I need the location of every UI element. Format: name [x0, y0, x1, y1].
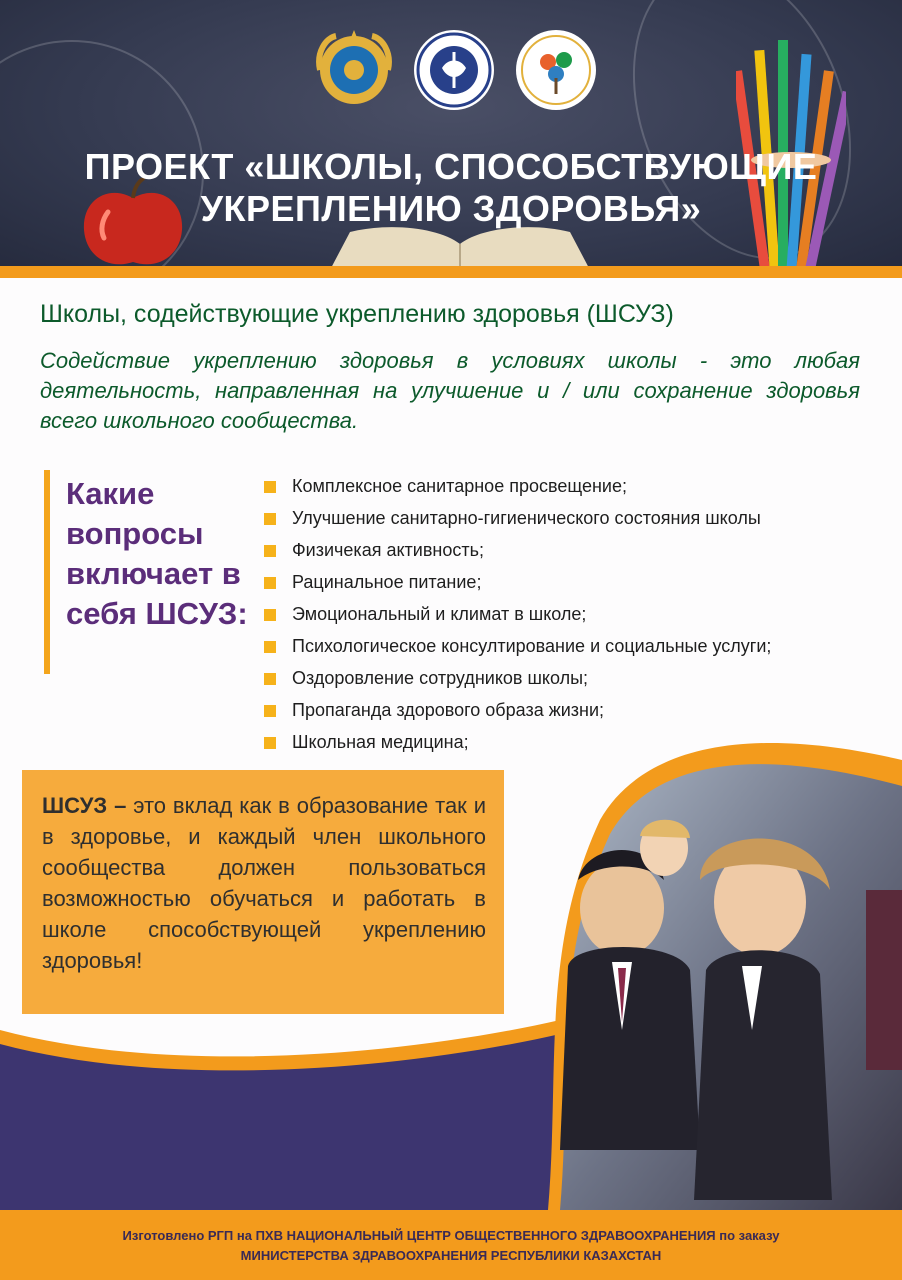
national-public-health-center-emblem-icon	[514, 28, 598, 112]
callout-lead: ШСУЗ –	[42, 793, 127, 818]
square-bullet-icon	[264, 481, 276, 493]
list-item: Психологическое консултирование и социальные услуги;	[264, 630, 894, 662]
header-orange-band	[0, 266, 902, 278]
callout-body: это вклад как в образование так и в здоровье, и каждый член школьного сообщества должен пользоваться возможностью обучаться и работать в школе способствующей укреплению здоровья!	[42, 793, 486, 973]
list-item: Пропаганда здорового образа жизни;	[264, 694, 894, 726]
list-item: Комплексное санитарное просвещение;	[264, 470, 894, 502]
square-bullet-icon	[264, 513, 276, 525]
footer	[0, 1210, 902, 1280]
square-bullet-icon	[264, 577, 276, 589]
square-bullet-icon	[264, 641, 276, 653]
list-item: Эмоциональный и климат в школе;	[264, 598, 894, 630]
header-banner	[0, 0, 902, 268]
kazakhstan-emblem-icon	[312, 28, 396, 112]
square-bullet-icon	[264, 673, 276, 685]
title-line-2: УКРЕПЛЕНИЮ ЗДОРОВЬЯ»	[200, 188, 702, 229]
list-item: Улучшение санитарно-гигиенического состояния школы	[264, 502, 894, 534]
logos-row	[0, 28, 902, 112]
page-title	[0, 146, 902, 230]
square-bullet-icon	[264, 705, 276, 717]
heading-accent-bar	[44, 470, 50, 674]
footer-line-2: МИНИСТЕРСТВА ЗДРАВООХРАНЕНИЯ РЕСПУБЛИКИ КАЗАХСТАН	[240, 1248, 662, 1263]
callout-text	[42, 790, 486, 976]
list-item: Рацинальное питание;	[264, 566, 894, 598]
questions-heading: Какие вопросы включает в себя ШСУЗ:	[66, 476, 248, 631]
square-bullet-icon	[264, 609, 276, 621]
list-item: Оздоровление сотрудников школы;	[264, 662, 894, 694]
list-item: Физичекая активность;	[264, 534, 894, 566]
square-bullet-icon	[264, 545, 276, 557]
intro-description: Содействие укреплению здоровья в условиях школы - это любая деятельность, направленная на улучшение и / или сохранение здоровья всего школьного сообщества.	[40, 348, 860, 433]
footer-line-1: Изготовлено РГП на ПХВ НАЦИОНАЛЬНЫЙ ЦЕНТР ОБЩЕСТВЕННОГО ЗДРАВООХРАНЕНИЯ по заказу	[122, 1228, 780, 1243]
title-line-1: ПРОЕКТ «ШКОЛЫ, СПОСОБСТВУЮЩИЕ	[84, 146, 818, 187]
densaulyq-ministry-emblem-icon	[412, 28, 496, 112]
section-subtitle: Школы, содействующие укреплению здоровья (ШСУЗ)	[40, 300, 674, 328]
questions-list	[264, 470, 894, 758]
list-item: Школьная медицина;	[264, 726, 894, 758]
